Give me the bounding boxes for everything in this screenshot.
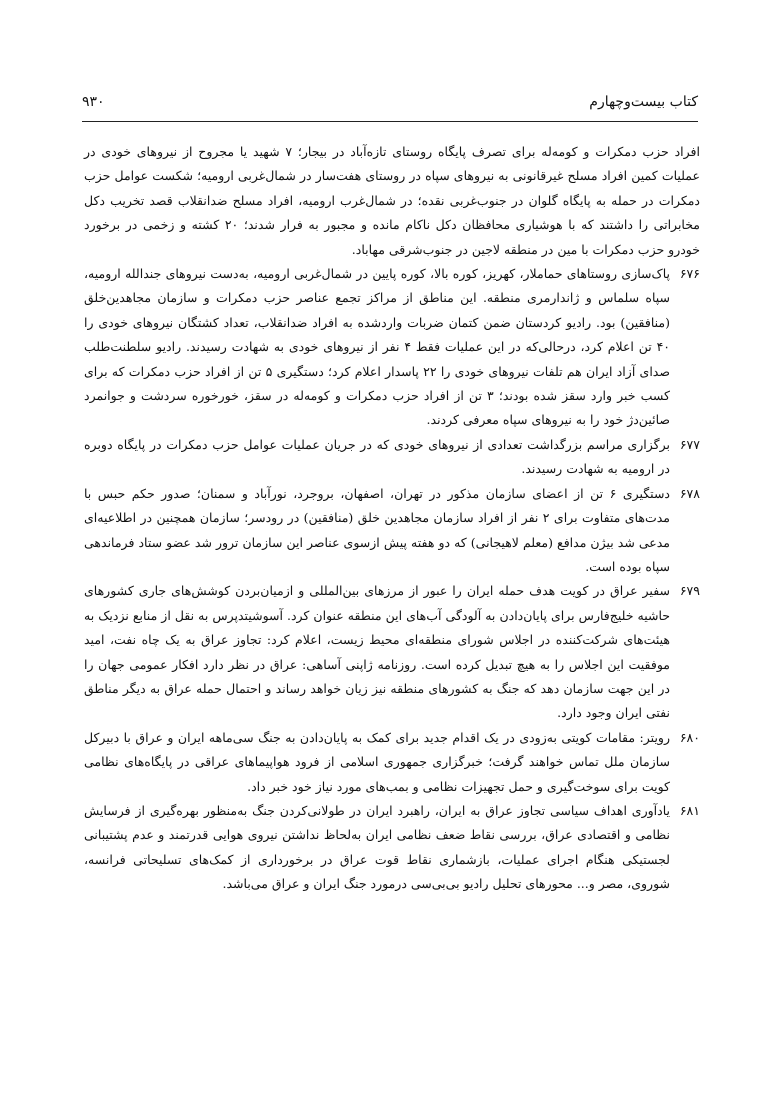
continuation-paragraph: افراد حزب دمکرات و کومه‌له برای تصرف پایگاه روستای تازه‌آباد در بیجار؛ ۷ شهید یا مجروح از نیروهای خودی در عملیات کمین افراد مسلح غیرقانونی به نیروهای سپاه در روستای هفت‌سار در شمال‌غربی ارومیه؛ شکست عوامل حزب دمکرات در حمله به پایگاه گلوان در جنوب‌غربی نقده؛ در شمال‌غرب ارومیه، افراد مسلح ضدانقلاب قصد تخریب دکل مخابراتی را داشتند که با هوشیاری محافظان دکل ناکام مانده و مجبور به فرار شدند؛ ۲۰ کشته و زخمی در برخورد خودرو حزب دمکرات با مین در منطقه لاجین در جنوب‌شرقی مهاباد.: [84, 144, 701, 257]
book-title: کتاب بیست‌وچهارم: [589, 94, 698, 110]
entry-text: سفیر عراق در کویت هدف حمله ایران را عبور از مرزهای بین‌المللی و ازمیان‌بردن کوشش‌های جاری کشورهای حاشیه خلیج‌فارس برای پایان‌دادن به آلودگی آب‌های این منطقه عنوان کرد. آسوشیتدپرس به نقل از منابع نزدیک به هیئت‌های شرکت‌کننده در اجلاس شورای منطقه‌ای محیط زیست، اعلام کرد: تجاوز عراق به یک چاه نفت، امید موفقیت این اجلاس را به هیچ تبدیل کرده است. روزنامه ژاپنی آساهی: عراق در نظر دارد افکار عمومی جهان را در این جهت سازمان دهد که جنگ به کشورهای منطقه نیز زیان خواهد رساند و احتمال حمله عراق به دیگر مناطق نفتی ایران وجود دارد.: [84, 583, 670, 721]
body-text: [84, 140, 700, 897]
entry-680: [84, 726, 700, 799]
entry-number: ۶۷۶: [679, 266, 700, 282]
entry-number: ۶۷۸: [679, 485, 700, 501]
entry-676: [84, 262, 700, 433]
entry-text: دستگیری ۶ تن از اعضای سازمان مذکور در تهران، اصفهان، بروجرد، نورآباد و سمنان؛ صدور حکم حبس با مدت‌های متفاوت برای ۲ نفر از افراد سازمان مجاهدین خلق (منافقین) در رودسر؛ سازمان همچنین در اطلاعیه‌ای مدعی شد بیژن مدافع (معلم لاهیجانی) که دو هفته پیش ازسوی عناصر این سازمان ترور شد عضو ستاد فرماندهی سپاه بوده است.: [84, 485, 670, 574]
entry-number: ۶۸۰: [679, 729, 700, 745]
entry-text: یادآوری اهداف سیاسی تجاوز عراق به ایران، راهبرد ایران در طولانی‌کردن جنگ به‌منظور بهره‌گیری از فرسایش نظامی و اقتصادی عراق، بررسی نقاط ضعف نظامی ایران به‌لحاظ نداشتن نیروی هوایی قدرتمند و عدم پشتیبانی لجستیکی هنگام اجرای عملیات، بازشماری نقاط قوت عراق در برخورداری از کمک‌های تسلیحاتی فرانسه، شوروی، مصر و... محورهای تحلیل رادیو بی‌بی‌سی درمورد جنگ ایران و عراق می‌باشد.: [84, 802, 670, 892]
entry-678: [84, 482, 700, 580]
entry-text: پاک‌سازی روستاهای حماملار، کهریز، کوره بالا، کوره پایین در شمال‌غربی ارومیه، به‌دست نیروهای جندالله ارومیه، سپاه سلماس و ژاندارمری منطقه. این مناطق از مراکز تجمع عناصر حزب دمکرات و سازمان مجاهدین‌خلق (منافقین) بود. رادیو کردستان ضمن کتمان ضربات وارد‌شده به افراد ضدانقلاب، تعداد کشتگان نیروهای خودی را ۴۰ تن اعلام کرد، درحالی‌که در این عملیات فقط ۴ نفر از نیروهای خودی به شهادت رسیدند. رادیو سلطنت‌طلب صدای آزاد ایران هم تلفات نیروهای خودی را ۲۲ پاسدار اعلام کرد؛ دستگیری ۵ تن از افراد حزب دمکرات که برای کسب خبر وارد سقز شده بودند؛ ۳ تن از افراد حزب دمکرات و کومه‌له در سقز، خورخوره سردشت و جوانمرد صائین‌دژ خود را به نیروهای سپاه معرفی کردند.: [84, 266, 670, 428]
entry-number: ۶۸۱: [679, 802, 700, 818]
running-header: [82, 94, 698, 116]
entry-681: [84, 799, 700, 897]
entry-text: رویتر: مقامات کویتی به‌زودی در یک اقدام جدید برای کمک به پایان‌دادن به جنگ سی‌ماهه ایران و عراق با دبیرکل سازمان ملل تماس خواهند گرفت؛ خبرگزاری جمهوری اسلامی از فرود هواپیماهای عراقی در پایگاه‌های نظامی کویت برای سوخت‌گیری و حمل تجهیزات نظامی و بمب‌های مورد نیاز خود خبر داد.: [84, 729, 670, 794]
header-rule: [82, 121, 698, 122]
entry-number: ۶۷۹: [679, 583, 700, 599]
page-number: ۹۳۰: [82, 94, 105, 110]
entry-text: برگزاری مراسم بزرگداشت تعدادی از نیروهای خودی که در جریان عملیات عوامل حزب دمکرات در پایگاه دوبره در ارومیه به شهادت رسیدند.: [84, 436, 670, 477]
entry-677: [84, 433, 700, 482]
entry-679: [84, 579, 700, 725]
entry-number: ۶۷۷: [679, 436, 700, 452]
